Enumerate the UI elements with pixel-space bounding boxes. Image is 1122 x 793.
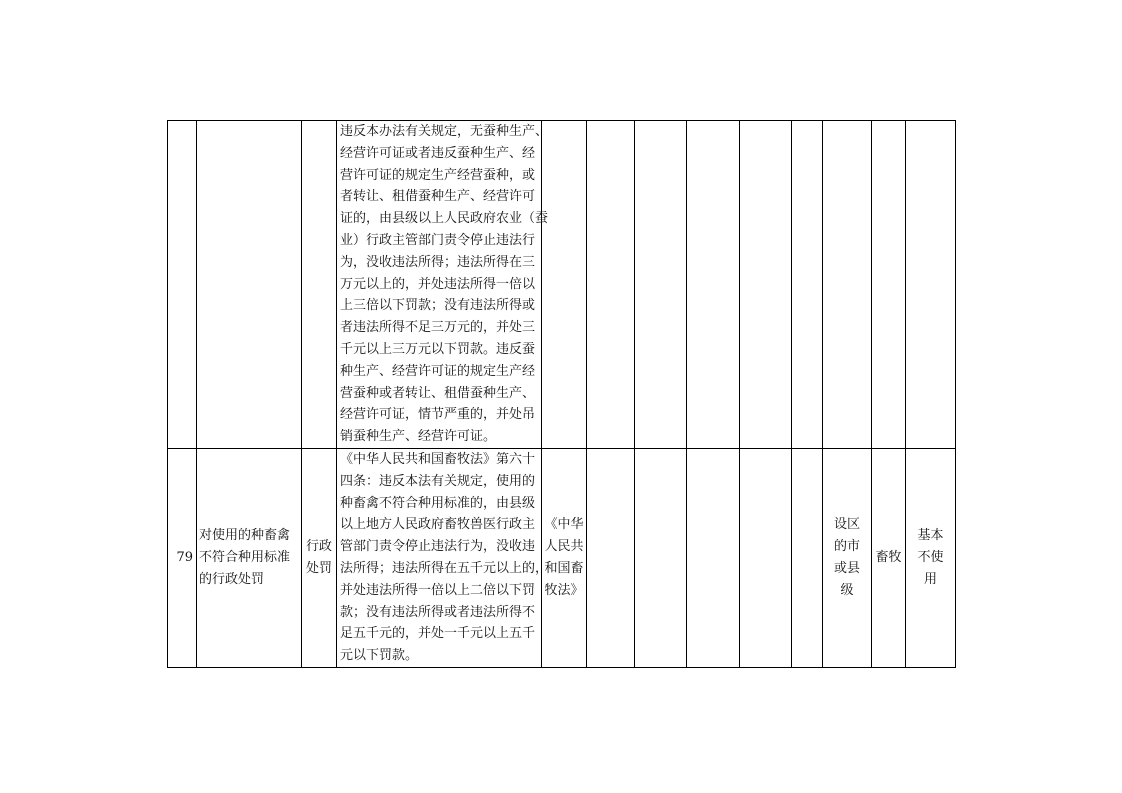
basis-line: 万元以上的，并处违法所得一倍以	[340, 276, 536, 292]
basis-line: 管部门责令停止违法行为，没收违	[340, 539, 536, 555]
usage-line: 基本	[917, 528, 944, 544]
item-name-line: 不符合种用标准	[199, 550, 291, 566]
penalty-type-cell	[302, 121, 337, 449]
item-name-cell	[197, 448, 302, 667]
basis-line: 业）行政主管部门责令停止违法行	[340, 232, 536, 248]
basis-line: 为，没收违法所得；违法所得在三	[340, 254, 536, 270]
field-label: 畜牧	[875, 550, 902, 566]
basis-line: 千元以上三万元以下罚款。违反蚕	[340, 341, 536, 357]
empty-cell	[740, 121, 792, 449]
item-number-cell: 79	[168, 448, 197, 667]
empty-cell	[740, 448, 792, 667]
usage-cell	[906, 121, 956, 449]
basis-line: 证的，由县级以上人民政府农业（蚕	[340, 211, 549, 227]
empty-cell	[792, 121, 823, 449]
law-name-line: 《中华	[544, 517, 584, 533]
penalty-type-cell	[302, 448, 337, 667]
regulation-table	[167, 120, 956, 668]
empty-cell	[792, 448, 823, 667]
basis-line: 四条：违反本法有关规定，使用的	[340, 473, 536, 489]
basis-line: 经营许可证或者违反蚕种生产、经	[340, 145, 536, 161]
item-number-cell	[168, 121, 197, 449]
basis-line: 以上地方人民政府畜牧兽医行政主	[340, 517, 536, 533]
basis-line: 上三倍以下罚款；没有违法所得或	[340, 298, 536, 314]
basis-line: 经营许可证，情节严重的，并处吊	[340, 407, 536, 423]
enforcement-level-cell	[823, 448, 872, 667]
item-name-cell	[197, 121, 302, 449]
level-line: 级	[840, 582, 854, 598]
law-name-line: 牧法》	[544, 582, 584, 598]
usage-line: 不使	[917, 550, 944, 566]
basis-line: 元以下罚款。	[340, 648, 419, 664]
basis-line: 营许可证的规定生产经营蚕种，或	[340, 167, 536, 183]
basis-line: 种畜禽不符合种用标准的，由县级	[340, 495, 536, 511]
empty-cell	[687, 448, 740, 667]
basis-line: 足五千元的，并处一千元以上五千	[340, 626, 536, 642]
item-name-line: 对使用的种畜禽	[199, 528, 291, 544]
usage-cell	[906, 448, 956, 667]
table-row	[168, 448, 956, 667]
empty-cell	[587, 121, 635, 449]
legal-basis-cell	[337, 121, 549, 449]
level-line: 的市	[833, 539, 860, 555]
enforcement-level-cell	[823, 121, 872, 449]
penalty-type-line: 处罚	[305, 560, 332, 576]
basis-line: 款；没有违法所得或者违法所得不	[340, 604, 536, 620]
basis-line: 者违法所得不足三万元的，并处三	[340, 320, 536, 336]
basis-line: 《中华人民共和国畜牧法》第六十	[340, 451, 536, 467]
empty-cell	[635, 121, 687, 449]
basis-line: 并处违法所得一倍以上二倍以下罚	[340, 582, 536, 598]
empty-cell	[635, 448, 687, 667]
empty-cell	[687, 121, 740, 449]
field-cell	[872, 121, 906, 449]
level-line: 或县	[833, 560, 860, 576]
empty-cell	[587, 448, 635, 667]
basis-line: 销蚕种生产、经营许可证。	[340, 429, 497, 445]
law-name-line: 人民共	[544, 539, 584, 555]
law-name-line: 和国畜	[544, 560, 584, 576]
usage-line: 用	[923, 571, 937, 587]
law-name-cell	[542, 448, 587, 667]
basis-line: 营蚕种或者转让、租借蚕种生产、	[340, 385, 536, 401]
item-name-line: 的行政处罚	[199, 571, 265, 587]
field-cell	[872, 448, 906, 667]
basis-line: 种生产、经营许可证的规定生产经	[340, 363, 536, 379]
basis-line: 者转让、租借蚕种生产、经营许可	[340, 189, 536, 205]
level-line: 设区	[833, 517, 860, 533]
penalty-type-line: 行政	[305, 539, 332, 555]
basis-line: 违反本办法有关规定，无蚕种生产、	[340, 124, 549, 139]
law-name-cell	[542, 121, 587, 449]
legal-basis-cell	[337, 448, 549, 667]
basis-line: 法所得；违法所得在五千元以上的，	[340, 560, 549, 576]
table-row	[168, 121, 956, 449]
